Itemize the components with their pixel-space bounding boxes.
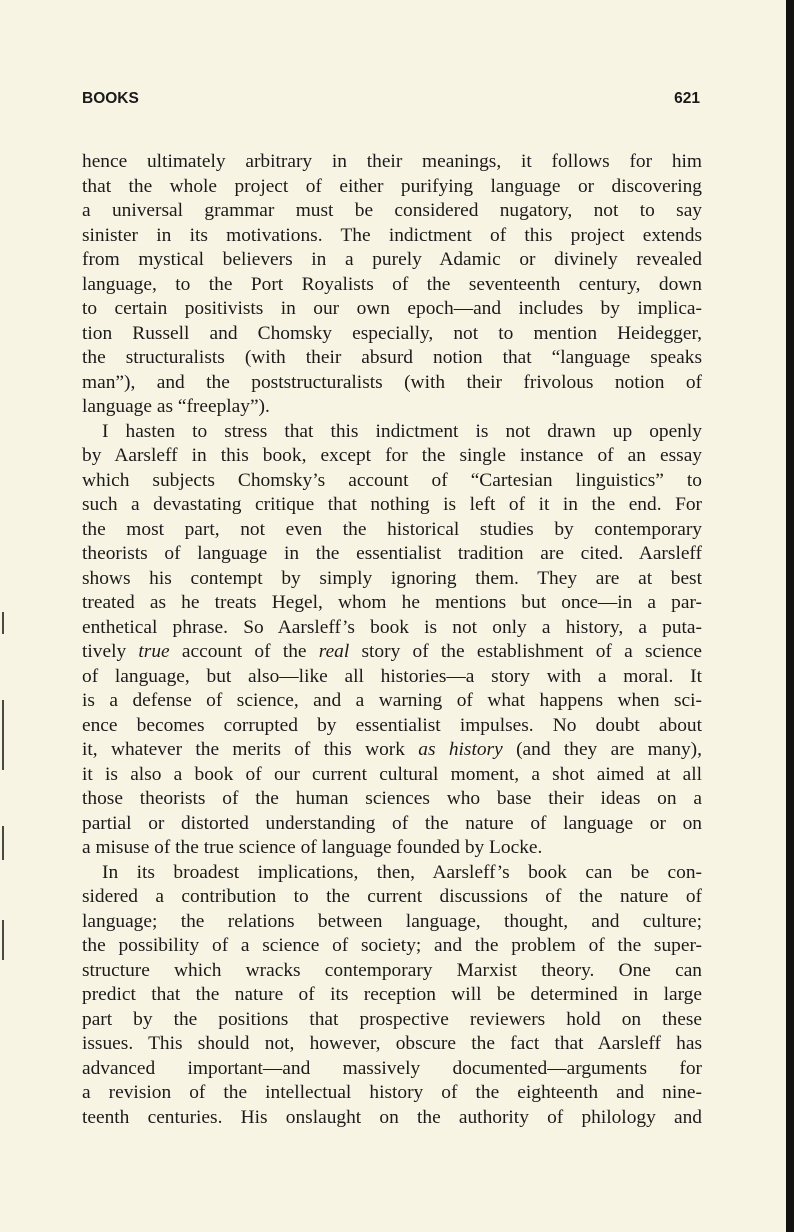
text-line: that the whole project of either purifying language or discovering: [82, 175, 702, 197]
text-line: to certain positivists in our own epoch—and includes by implica-: [82, 298, 702, 319]
text-line: such a devastating critique that nothing is left of it in the end. For: [82, 494, 702, 515]
text-line: the most part, not even the historical studies by contemporary: [82, 518, 702, 540]
text-line: advanced important—and massively documented—arguments for: [82, 1057, 702, 1079]
line-part: (and they are many),: [502, 739, 702, 760]
line-part: story of the establishment of a science: [349, 641, 702, 662]
text-line: [82, 738, 702, 763]
text-line: it is also a book of our current cultural moment, a shot aimed at all: [82, 763, 702, 785]
scan-edge: [786, 0, 794, 1232]
text-line: enthetical phrase. So Aarsleff’s book is not only a history, a puta-: [82, 616, 702, 638]
text-line: In its broadest implications, then, Aarsleff’s book can be con-: [102, 861, 702, 883]
text-line: by Aarsleff in this book, except for the single instance of an essay: [82, 445, 702, 466]
text-line: the structuralists (with their absurd notion that “language speaks: [82, 347, 702, 368]
text-line: of language, but also—like all histories—a story with a moral. It: [82, 665, 702, 687]
running-header: [82, 90, 700, 116]
text-line: tion Russell and Chomsky especially, not to mention Heidegger,: [82, 322, 702, 344]
text-line: treated as he treats Hegel, whom he mentions but once—in a par-: [82, 592, 702, 613]
body-text: [82, 150, 702, 1130]
text-line: shows his contempt by simply ignoring them. They are at best: [82, 567, 702, 589]
italic-word: real: [318, 641, 350, 662]
text-line: structure which wracks contemporary Marxist theory. One can: [82, 959, 702, 981]
text-line: theorists of language in the essentialist tradition are cited. Aarsleff: [82, 543, 702, 564]
text-line: a universal grammar must be considered nugatory, not to say: [82, 200, 702, 221]
text-line: a revision of the intellectual history of the eighteenth and nine-: [82, 1082, 702, 1103]
text-line: I hasten to stress that this indictment is not drawn up openly: [102, 420, 702, 442]
page-number: 621: [674, 90, 700, 107]
text-line: part by the positions that prospective reviewers hold on these: [82, 1008, 702, 1030]
text-line: the possibility of a science of society; and the problem of the super-: [82, 935, 702, 956]
text-line: teenth centuries. His onslaught on the authority of philology and: [82, 1106, 702, 1128]
text-line: language, to the Port Royalists of the seventeenth century, down: [82, 273, 702, 295]
text-line: hence ultimately arbitrary in their meanings, it follows for him: [82, 151, 702, 172]
text-line: which subjects Chomsky’s account of “Cartesian linguistics” to: [82, 469, 702, 491]
scan-mark: [2, 920, 4, 960]
text-line: is a defense of science, and a warning of what happens when sci-: [82, 690, 702, 711]
text-line: ence becomes corrupted by essentialist impulses. No doubt about: [82, 714, 702, 736]
line-part: account of the: [169, 641, 319, 662]
italic-word: true: [138, 641, 170, 662]
line-part: tively: [82, 641, 139, 662]
text-line: predict that the nature of its reception will be determined in large: [82, 984, 702, 1005]
text-line: man”), and the poststructuralists (with their frivolous notion of: [82, 371, 702, 393]
text-line: sidered a contribution to the current discussions of the nature of: [82, 886, 702, 907]
text-line: [82, 640, 702, 665]
scan-mark: [2, 612, 4, 634]
text-line: language as “freeplay”).: [82, 396, 270, 417]
text-line: a misuse of the true science of language founded by Locke.: [82, 837, 543, 858]
text-line: issues. This should not, however, obscure the fact that Aarsleff has: [82, 1033, 702, 1054]
scan-mark: [2, 700, 4, 770]
scan-mark: [2, 826, 4, 860]
text-line: language; the relations between language, thought, and culture;: [82, 910, 702, 932]
text-line: partial or distorted understanding of the nature of language or on: [82, 812, 702, 834]
section-title: BOOKS: [82, 90, 139, 107]
text-line: sinister in its motivations. The indictment of this project extends: [82, 224, 702, 246]
italic-phrase: as history: [418, 739, 503, 760]
text-line: from mystical believers in a purely Adamic or divinely revealed: [82, 249, 702, 270]
line-part: it, whatever the merits of this work: [82, 739, 419, 760]
text-line: those theorists of the human sciences who base their ideas on a: [82, 788, 702, 809]
scan-margin-marks: [0, 0, 6, 1232]
